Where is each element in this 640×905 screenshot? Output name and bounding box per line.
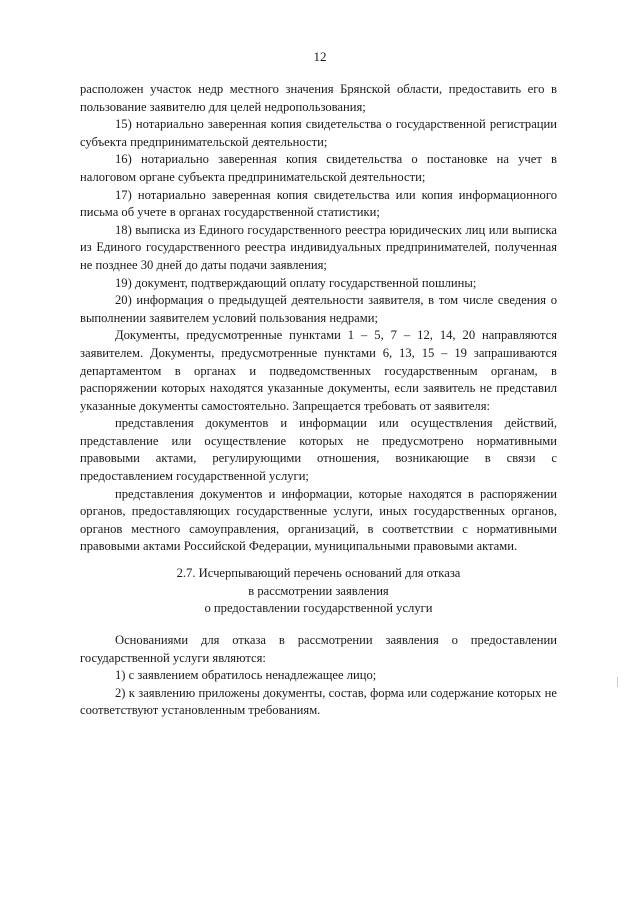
paragraph-continuation: расположен участок недр местного значения Брянской области, предоставить его в пользование заявителю для целей недропользования; xyxy=(80,82,557,114)
paragraph-documents: Документы, предусмотренные пунктами 1 – 5, 7 – 12, 14, 20 направляются заявителем. Документы, предусмотренные пунктами 6, 13, 15 – 19 запрашиваются департаментом в органах и подведомственных государственным органам, в распоряжении которых находятся указанные документы, если заявитель не представил указанные документы самостоятельно. Запрещается требовать от заявителя: xyxy=(80,328,557,413)
scan-margin-mark xyxy=(617,677,618,687)
section-heading-line-2: в рассмотрении заявления xyxy=(248,583,389,598)
page-number: 12 xyxy=(313,49,327,64)
paragraph-item-15: 15) нотариально заверенная копия свидетельства о государственной регистрации субъекта предпринимательской деятельности; xyxy=(80,117,557,149)
paragraph-prohibition-2: представления документов и информации, которые находятся в распоряжении органов, предоставляющих государственные услуги, иных государственных органов, органов местного самоуправления, организаций, в соответствии с нормативными правовыми актами Российской Федерации, муниципальными правовыми актами. xyxy=(80,486,557,554)
paragraph-grounds: Основаниями для отказа в рассмотрении заявления о предоставлении государственной услуги являются: xyxy=(80,633,557,665)
paragraph-item-18: 18) выписка из Единого государственного реестра юридических лиц или выписка из Единого государственного реестра индивидуальных предпринимателей, полученная не позднее 30 дней до даты подачи заявления; xyxy=(80,222,557,272)
body-text-bottom xyxy=(80,632,557,720)
body-text-top xyxy=(80,81,557,556)
paragraph-prohibition-1: представления документов и информации или осуществления действий, представление или осуществление которых не предусмотрено нормативными правовыми актами, регулирующими отношения, возникающие в связи с предоставлением государственной услуги; xyxy=(80,416,557,484)
section-heading-line-1: 2.7. Исчерпывающий перечень оснований для отказа xyxy=(176,566,461,580)
section-heading xyxy=(80,565,557,618)
paragraph-item-17: 17) нотариально заверенная копия свидетельства или копия информационного письма об учете в органах государственной статистики; xyxy=(80,187,557,220)
paragraph-ground-2: 2) к заявлению приложены документы, состав, форма или содержание которых не соответствуют установленным требованиям. xyxy=(80,685,557,718)
paragraph-ground-1: 1) с заявлением обратилось ненадлежащее лицо; xyxy=(115,668,377,683)
paragraph-item-19: 19) документ, подтверждающий оплату государственной пошлины; xyxy=(115,275,477,290)
section-heading-line-3: о предоставлении государственной услуги xyxy=(204,601,433,616)
paragraph-item-16: 16) нотариально заверенная копия свидетельства о постановке на учет в налоговом органе субъекта предпринимательской деятельности; xyxy=(80,152,557,184)
paragraph-item-20: 20) информация о предыдущей деятельности заявителя, в том числе сведения о выполнении заявителем условий пользования недрами; xyxy=(80,293,557,325)
